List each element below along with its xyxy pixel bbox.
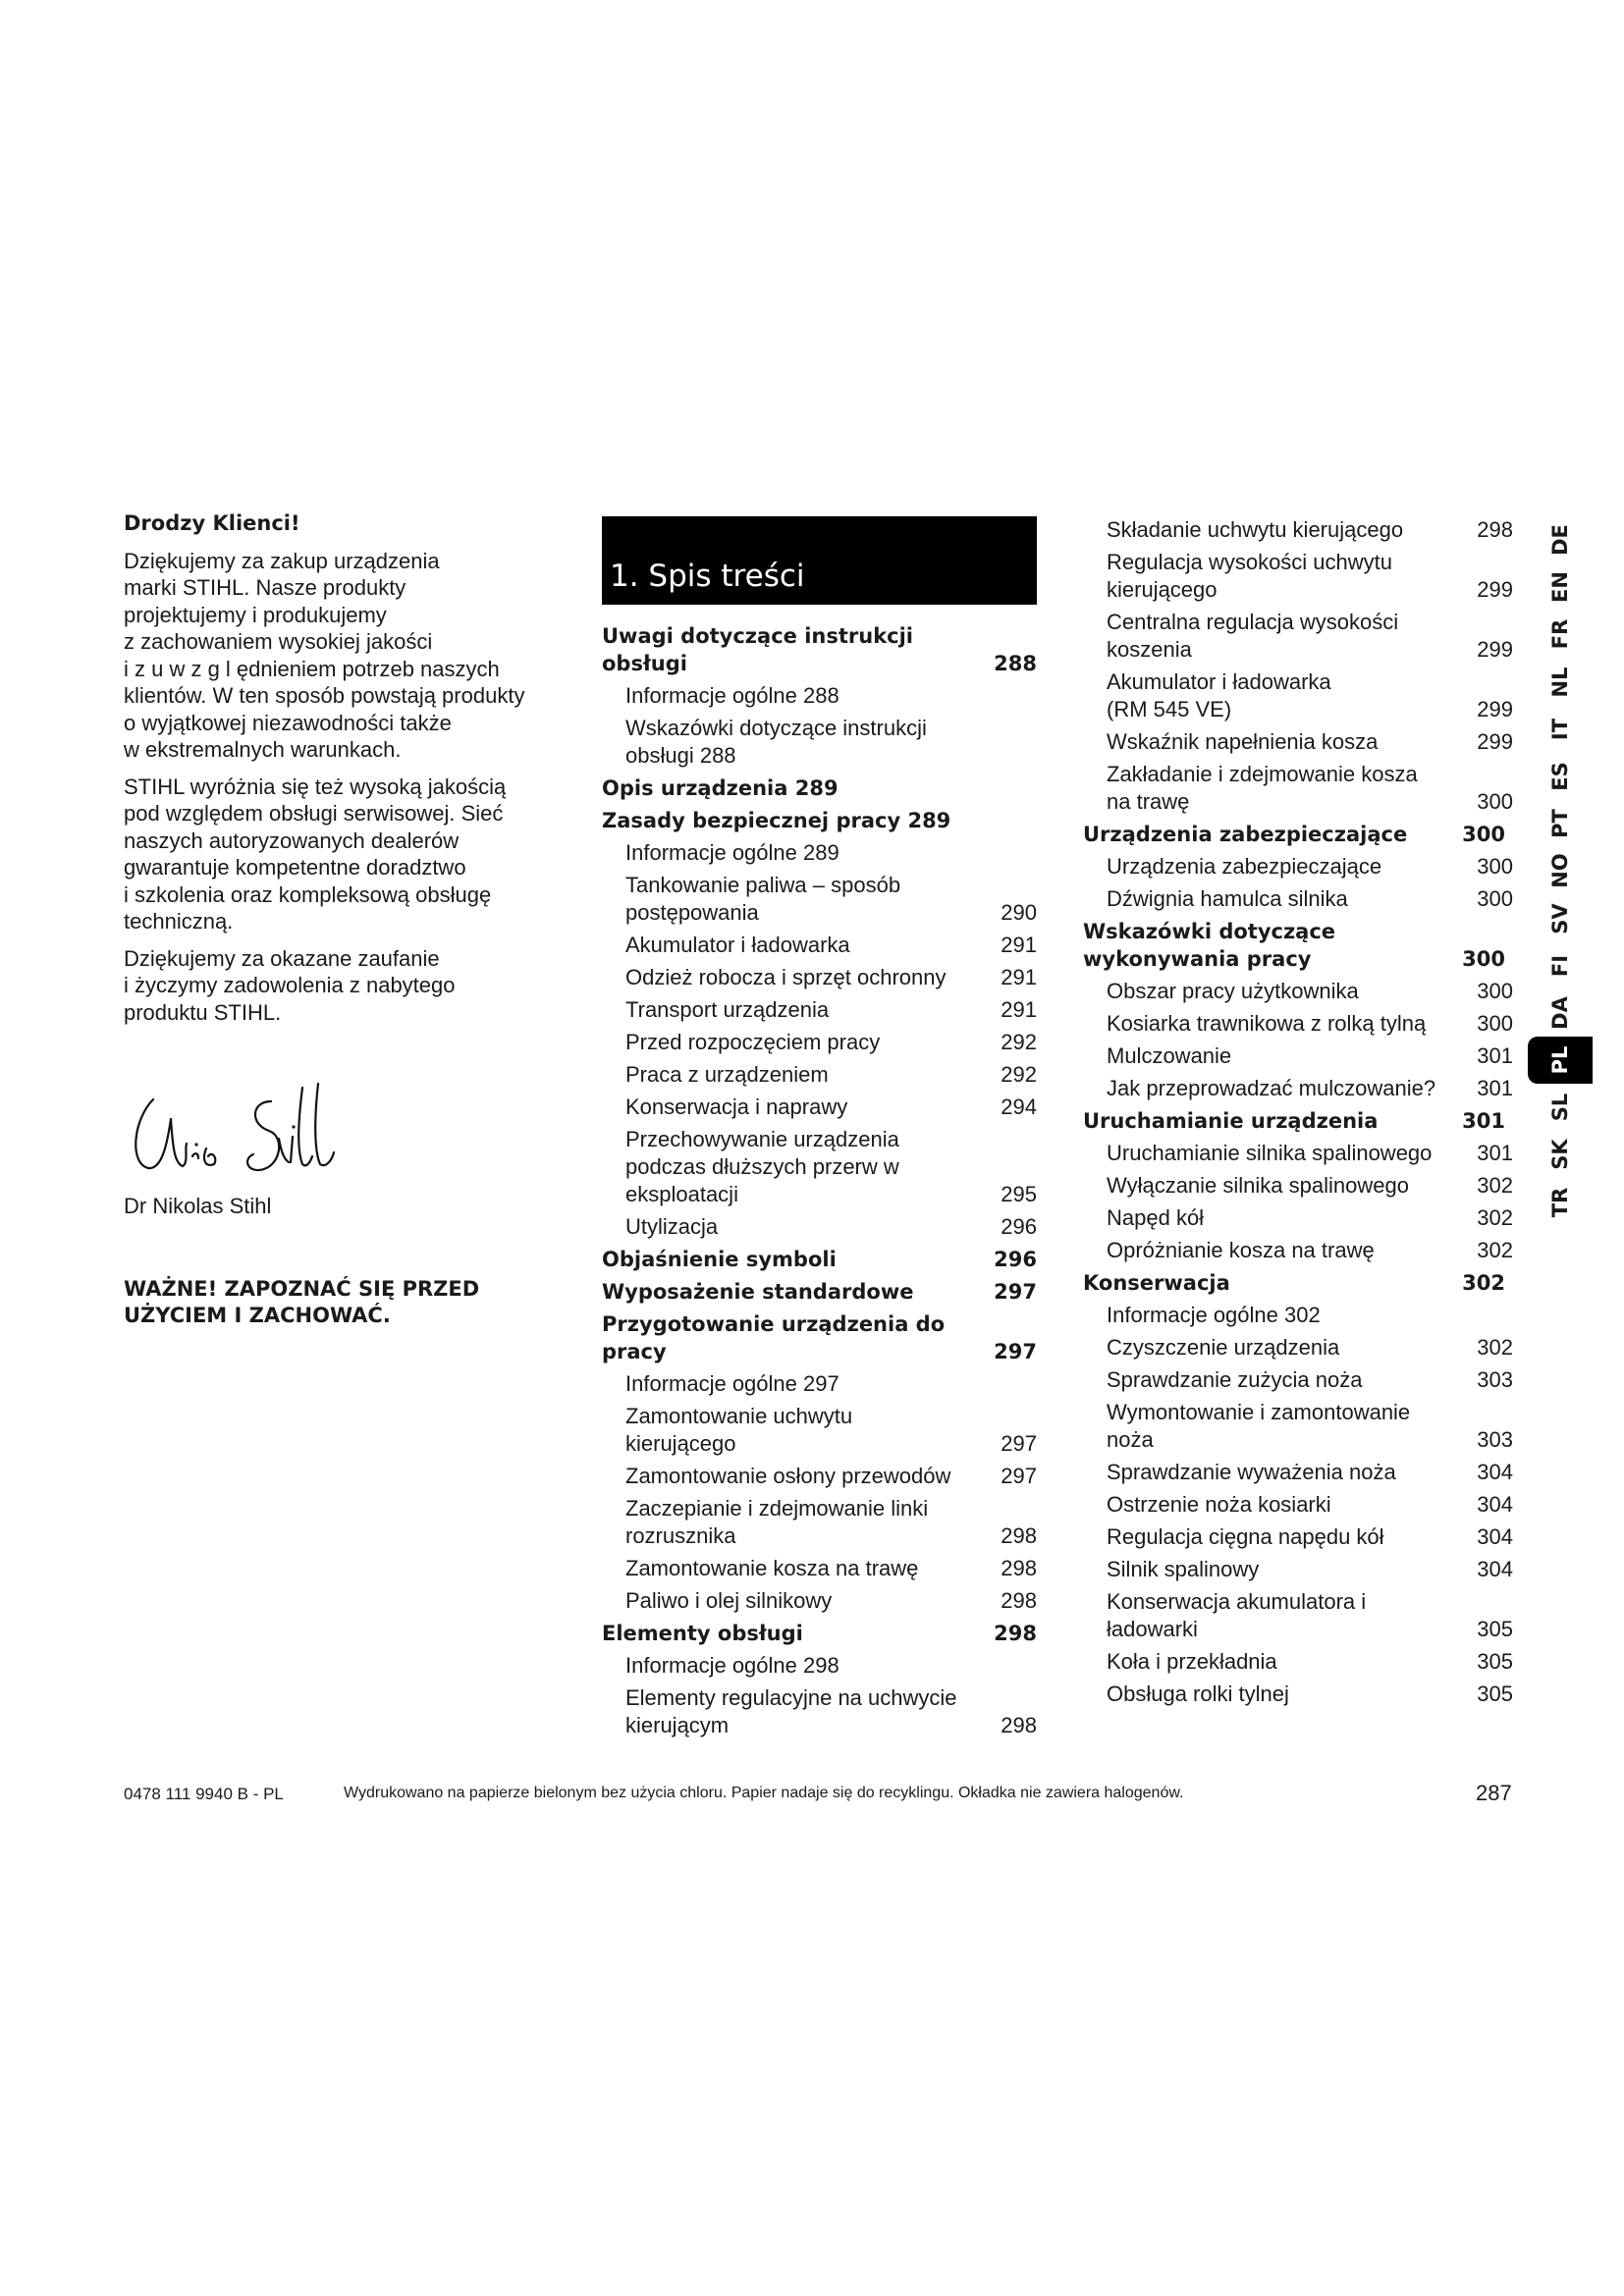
toc-entry-title: Wyposażenie standardowe [602, 1280, 914, 1304]
toc-entry[interactable] [1083, 549, 1513, 604]
toc-entry[interactable] [1083, 1491, 1513, 1519]
toc-section[interactable] [602, 1246, 1037, 1273]
toc-page-number: 297 [1001, 1431, 1037, 1456]
toc-page-number: 302 [1477, 1238, 1513, 1262]
toc-header [602, 516, 1037, 605]
toc-entry[interactable] [602, 1213, 1037, 1241]
toc-entry[interactable] [602, 1403, 1037, 1458]
language-tab-label: FR [1548, 619, 1572, 650]
language-tab-label: NO [1548, 853, 1572, 889]
toc-section[interactable] [1083, 1269, 1513, 1297]
printing-note: Wydrukowano na papierze bielonym bez użycia chloru. Papier nadaje się do recyklingu. Okładka nie zawiera halogenów. [344, 1785, 1184, 1801]
toc-entry[interactable] [1083, 1075, 1513, 1102]
toc-page-number: 298 [1001, 1523, 1037, 1548]
toc-page-number: 298 [994, 1622, 1037, 1645]
toc-column-1 [602, 622, 1037, 1744]
toc-entry[interactable] [602, 715, 1037, 770]
important-notice: WAŻNE! ZAPOZNAĆ SIĘ PRZED UŻYCIEM I ZACHOWAĆ. [124, 1277, 480, 1327]
toc-page-number: 292 [1001, 1030, 1037, 1054]
toc-entry[interactable] [1083, 1172, 1513, 1200]
intro-paragraph: STIHL wyróżnia się też wysoką jakością pod względem obsługi serwisowej. Sieć naszych autoryzowanych dealerów gwarantuje kompetentne doradztwo i szkolenia oraz kompleksową obsługę techniczną. [124, 774, 507, 934]
toc-entry-title: Uruchamianie silnika spalinowego [1107, 1141, 1433, 1165]
toc-entry[interactable] [602, 1587, 1037, 1615]
toc-section[interactable] [602, 1278, 1037, 1306]
toc-entry-title: Sprawdzanie wyważenia noża [1107, 1460, 1396, 1484]
toc-entry[interactable] [1083, 853, 1513, 881]
toc-page-number: 305 [1477, 1682, 1513, 1706]
toc-page-number: 299 [1477, 577, 1513, 602]
toc-page-number: 299 [1477, 729, 1513, 754]
toc-entry-title: Akumulator i ładowarka (RM 545 VE) [1107, 669, 1331, 721]
toc-entry-title: Informacje ogólne 302 [1107, 1303, 1321, 1327]
document-code: 0478 111 9940 B - PL [124, 1785, 284, 1803]
toc-entry-title: Zasady bezpiecznej pracy 289 [602, 809, 951, 832]
toc-page-number: 298 [1001, 1588, 1037, 1613]
toc-entry[interactable] [602, 1370, 1037, 1398]
language-tab-label: DE [1548, 524, 1572, 556]
toc-page-number: 301 [1477, 1043, 1513, 1068]
toc-entry[interactable] [602, 1555, 1037, 1582]
toc-entry[interactable] [1083, 728, 1513, 756]
language-tab-label: NL [1548, 667, 1572, 698]
toc-entry[interactable] [602, 839, 1037, 867]
page-number: 287 [1476, 1781, 1512, 1805]
toc-page-number: 302 [1477, 1173, 1513, 1198]
toc-entry[interactable] [602, 1126, 1037, 1208]
toc-entry-title: Wyłączanie silnika spalinowego [1107, 1173, 1409, 1198]
toc-entry[interactable] [1083, 1459, 1513, 1486]
toc-entry[interactable] [602, 1061, 1037, 1089]
signature-image [124, 1080, 359, 1188]
toc-section[interactable] [1083, 821, 1513, 848]
toc-section[interactable] [602, 774, 1037, 802]
toc-entry[interactable] [1083, 1399, 1513, 1454]
toc-entry[interactable] [1083, 1302, 1513, 1329]
toc-entry-title: Informacje ogólne 289 [625, 840, 839, 865]
language-tabs [1528, 516, 1593, 1226]
toc-entry[interactable] [1083, 1237, 1513, 1264]
toc-section[interactable] [602, 1310, 1037, 1365]
toc-entry[interactable] [1083, 1140, 1513, 1167]
toc-entry[interactable] [1083, 1042, 1513, 1070]
toc-page-number: 304 [1477, 1524, 1513, 1549]
toc-entry[interactable] [1083, 668, 1513, 723]
language-tab-de[interactable] [1528, 516, 1593, 563]
toc-page-number: 301 [1477, 1076, 1513, 1100]
intro-paragraph: Dziękujemy za okazane zaufanie i życzymy zadowolenia z nabytego produktu STIHL. [124, 945, 456, 1025]
toc-entry-title: Odzież robocza i sprzęt ochronny [625, 965, 947, 989]
language-tab-fr[interactable] [1528, 611, 1593, 658]
toc-page-number: 305 [1477, 1617, 1513, 1641]
language-tab-it[interactable] [1528, 706, 1593, 753]
toc-entry-title: Wymontowanie i zamontowanie noża [1107, 1400, 1411, 1452]
toc-entry[interactable] [1083, 1334, 1513, 1362]
toc-entry[interactable] [1083, 516, 1513, 544]
toc-page-number: 291 [1001, 965, 1037, 989]
toc-page-number: 298 [1001, 1713, 1037, 1737]
toc-page-number: 302 [1477, 1335, 1513, 1360]
toc-entry-title: Zamontowanie osłony przewodów [625, 1464, 951, 1488]
toc-page-number: 290 [1001, 900, 1037, 925]
toc-entry-title: Konserwacja [1083, 1271, 1230, 1295]
toc-entry[interactable] [602, 1684, 1037, 1739]
toc-section[interactable] [602, 1620, 1037, 1647]
toc-page-number: 300 [1477, 1011, 1513, 1036]
toc-entry[interactable] [602, 1495, 1037, 1550]
toc-entry-title: Utylizacja [625, 1214, 719, 1239]
toc-page-number: 295 [1001, 1182, 1037, 1206]
toc-entry-title: Urządzenia zabezpieczające [1083, 823, 1408, 846]
toc-entry-title: Centralna regulacja wysokości koszenia [1107, 610, 1399, 662]
toc-page-number: 299 [1477, 637, 1513, 662]
toc-entry-title: Informacje ogólne 298 [625, 1653, 839, 1678]
language-tab-tr[interactable] [1528, 1179, 1593, 1226]
toc-entry[interactable] [602, 932, 1037, 959]
toc-section[interactable] [602, 622, 1037, 677]
language-tab-label: ES [1548, 762, 1572, 791]
language-tab-sk[interactable] [1528, 1131, 1593, 1178]
toc-entry-title: Napęd kół [1107, 1205, 1205, 1230]
language-tab-label: SL [1548, 1093, 1572, 1122]
toc-section[interactable] [1083, 918, 1513, 973]
toc-page-number: 302 [1477, 1205, 1513, 1230]
toc-entry[interactable] [1083, 1204, 1513, 1232]
toc-entry[interactable] [602, 1463, 1037, 1490]
toc-entry-title: Konserwacja akumulatora i ładowarki [1107, 1589, 1367, 1641]
toc-entry-title: Obszar pracy użytkownika [1107, 979, 1359, 1003]
language-tab-label: FI [1548, 954, 1572, 977]
toc-entry-title: Wskazówki dotyczące wykonywania pracy [1083, 920, 1336, 971]
toc-entry-title: Koła i przekładnia [1107, 1649, 1277, 1674]
toc-page-number: 303 [1477, 1367, 1513, 1392]
toc-page-number: 302 [1462, 1271, 1505, 1295]
toc-entry-title: Transport urządzenia [625, 997, 830, 1022]
language-tab-pl[interactable] [1528, 1037, 1593, 1084]
greeting: Drodzy Klienci! [124, 511, 300, 535]
toc-page-number: 294 [1001, 1095, 1037, 1119]
toc-page-number: 297 [1001, 1464, 1037, 1488]
language-tab-sl[interactable] [1528, 1084, 1593, 1131]
toc-entry[interactable] [602, 1029, 1037, 1056]
toc-page-number: 300 [1477, 979, 1513, 1003]
toc-page-number: 304 [1477, 1557, 1513, 1581]
language-tab-no[interactable] [1528, 847, 1593, 894]
toc-entry-title: Objaśnienie symboli [602, 1248, 837, 1271]
toc-entry-title: Zaczepianie i zdejmowanie linki rozrusznika [625, 1496, 929, 1548]
toc-entry-title: Sprawdzanie zużycia noża [1107, 1367, 1363, 1392]
toc-entry[interactable] [1083, 1588, 1513, 1643]
toc-page-number: 305 [1477, 1649, 1513, 1674]
toc-entry-title: Ostrzenie noża kosiarki [1107, 1492, 1331, 1517]
toc-page-number: 297 [994, 1280, 1037, 1304]
language-tab-label: IT [1548, 718, 1572, 740]
language-tab-da[interactable] [1528, 989, 1593, 1037]
toc-entry-title: Opis urządzenia 289 [602, 776, 839, 800]
toc-page-number: 291 [1001, 933, 1037, 957]
toc-entry-title: Regulacja cięgna napędu kół [1107, 1524, 1384, 1549]
toc-entry[interactable] [1083, 978, 1513, 1005]
toc-entry-title: Zakładanie i zdejmowanie kosza na trawę [1107, 762, 1418, 814]
toc-column-2 [1083, 516, 1513, 1713]
toc-page-number: 298 [1001, 1556, 1037, 1580]
toc-entry-title: Regulacja wysokości uchwytu kierującego [1107, 550, 1393, 602]
toc-entry[interactable] [1083, 1681, 1513, 1708]
toc-entry[interactable] [602, 1094, 1037, 1121]
toc-entry-title: Elementy regulacyjne na uchwycie kierującym [625, 1685, 957, 1737]
toc-entry-title: Czyszczenie urządzenia [1107, 1335, 1340, 1360]
intro-column [124, 510, 556, 1036]
toc-entry-title: Przed rozpoczęciem pracy [625, 1030, 881, 1054]
language-tab-nl[interactable] [1528, 659, 1593, 706]
toc-entry-title: Tankowanie paliwa – sposób postępowania [625, 873, 901, 925]
toc-page-number: 291 [1001, 997, 1037, 1022]
language-tab-es[interactable] [1528, 753, 1593, 800]
toc-entry-title: Elementy obsługi [602, 1622, 803, 1645]
language-tab-en[interactable] [1528, 563, 1593, 611]
toc-entry-title: Wskaźnik napełnienia kosza [1107, 729, 1379, 754]
toc-entry[interactable] [1083, 1010, 1513, 1038]
toc-entry[interactable] [1083, 1523, 1513, 1551]
toc-entry[interactable] [1083, 609, 1513, 664]
toc-entry-title: Przygotowanie urządzenia do pracy [602, 1312, 946, 1363]
toc-entry-title: Składanie uchwytu kierującego [1107, 517, 1404, 542]
toc-entry-title: Konserwacja i naprawy [625, 1095, 848, 1119]
toc-entry-title: Urządzenia zabezpieczające [1107, 854, 1382, 879]
toc-entry[interactable] [1083, 761, 1513, 816]
toc-entry-title: Informacje ogólne 288 [625, 683, 839, 708]
toc-page-number: 300 [1462, 947, 1505, 971]
toc-entry-title: Paliwo i olej silnikowy [625, 1588, 833, 1613]
toc-page-number: 296 [1001, 1214, 1037, 1239]
toc-entry[interactable] [1083, 1556, 1513, 1583]
toc-entry[interactable] [602, 682, 1037, 710]
toc-page-number: 297 [994, 1340, 1037, 1363]
language-tab-pt[interactable] [1528, 800, 1593, 847]
toc-entry-title: Uruchamianie urządzenia [1083, 1109, 1379, 1133]
toc-page-number: 304 [1477, 1460, 1513, 1484]
language-tab-fi[interactable] [1528, 942, 1593, 989]
toc-entry-title: Wskazówki dotyczące instrukcji obsługi 288 [625, 716, 927, 768]
toc-entry-title: Zamontowanie uchwytu kierującego [625, 1404, 853, 1456]
toc-entry-title: Kosiarka trawnikowa z rolką tylną [1107, 1011, 1427, 1036]
toc-entry[interactable] [602, 1652, 1037, 1680]
language-tab-label: TR [1548, 1187, 1572, 1217]
toc-entry-title: Opróżnianie kosza na trawę [1107, 1238, 1375, 1262]
toc-entry-title: Praca z urządzeniem [625, 1062, 829, 1087]
intro-paragraph: Dziękujemy za zakup urządzenia marki STIHL. Nasze produkty projektujemy i produkujemy z zachowaniem wysokiej jakości i z u w z g l ędnieniem potrzeb naszych klientów. W ten sposób powstają produkty o wyjątkowej niezawodności także w ekstremalnych warunkach. [124, 548, 525, 762]
toc-section[interactable] [1083, 1107, 1513, 1135]
toc-entry-title: Jak przeprowadzać mulczowanie? [1107, 1076, 1436, 1100]
toc-entry-title: Obsługa rolki tylnej [1107, 1682, 1289, 1706]
language-tab-label: PL [1548, 1045, 1572, 1075]
toc-entry[interactable] [1083, 1366, 1513, 1394]
toc-entry[interactable] [602, 996, 1037, 1024]
toc-page-number: 301 [1477, 1141, 1513, 1165]
toc-entry[interactable] [602, 964, 1037, 991]
toc-entry[interactable] [602, 872, 1037, 927]
toc-entry[interactable] [1083, 1648, 1513, 1676]
toc-entry-title: Mulczowanie [1107, 1043, 1232, 1068]
signer-name: Dr Nikolas Stihl [124, 1194, 272, 1218]
language-tab-label: SV [1548, 902, 1572, 934]
toc-page-number: 301 [1462, 1109, 1505, 1133]
toc-page-number: 300 [1477, 854, 1513, 879]
toc-page-number: 296 [994, 1248, 1037, 1271]
toc-entry-title: Zamontowanie kosza na trawę [625, 1556, 919, 1580]
language-tab-label: PT [1548, 809, 1572, 838]
toc-page-number: 288 [994, 652, 1037, 675]
language-tab-label: EN [1548, 571, 1572, 604]
toc-entry[interactable] [1083, 885, 1513, 913]
toc-page-number: 303 [1477, 1427, 1513, 1452]
toc-entry-title: Przechowywanie urządzenia podczas dłuższych przerw w eksploatacji [625, 1127, 899, 1206]
toc-page-number: 292 [1001, 1062, 1037, 1087]
toc-entry-title: Silnik spalinowy [1107, 1557, 1260, 1581]
language-tab-label: SK [1548, 1139, 1572, 1171]
toc-page-number: 299 [1477, 697, 1513, 721]
toc-entry-title: Uwagi dotyczące instrukcji obsługi [602, 624, 913, 675]
language-tab-label: DA [1548, 996, 1572, 1030]
toc-page-number: 298 [1477, 517, 1513, 542]
toc-entry-title: Dźwignia hamulca silnika [1107, 886, 1348, 911]
toc-page-number: 300 [1477, 886, 1513, 911]
toc-page-number: 300 [1462, 823, 1505, 846]
toc-page-number: 300 [1477, 789, 1513, 814]
toc-title: 1. Spis treści [610, 559, 805, 594]
language-tab-sv[interactable] [1528, 895, 1593, 942]
toc-page-number: 304 [1477, 1492, 1513, 1517]
toc-entry-title: Informacje ogólne 297 [625, 1371, 839, 1396]
toc-entry-title: Akumulator i ładowarka [625, 933, 850, 957]
toc-section[interactable] [602, 807, 1037, 834]
